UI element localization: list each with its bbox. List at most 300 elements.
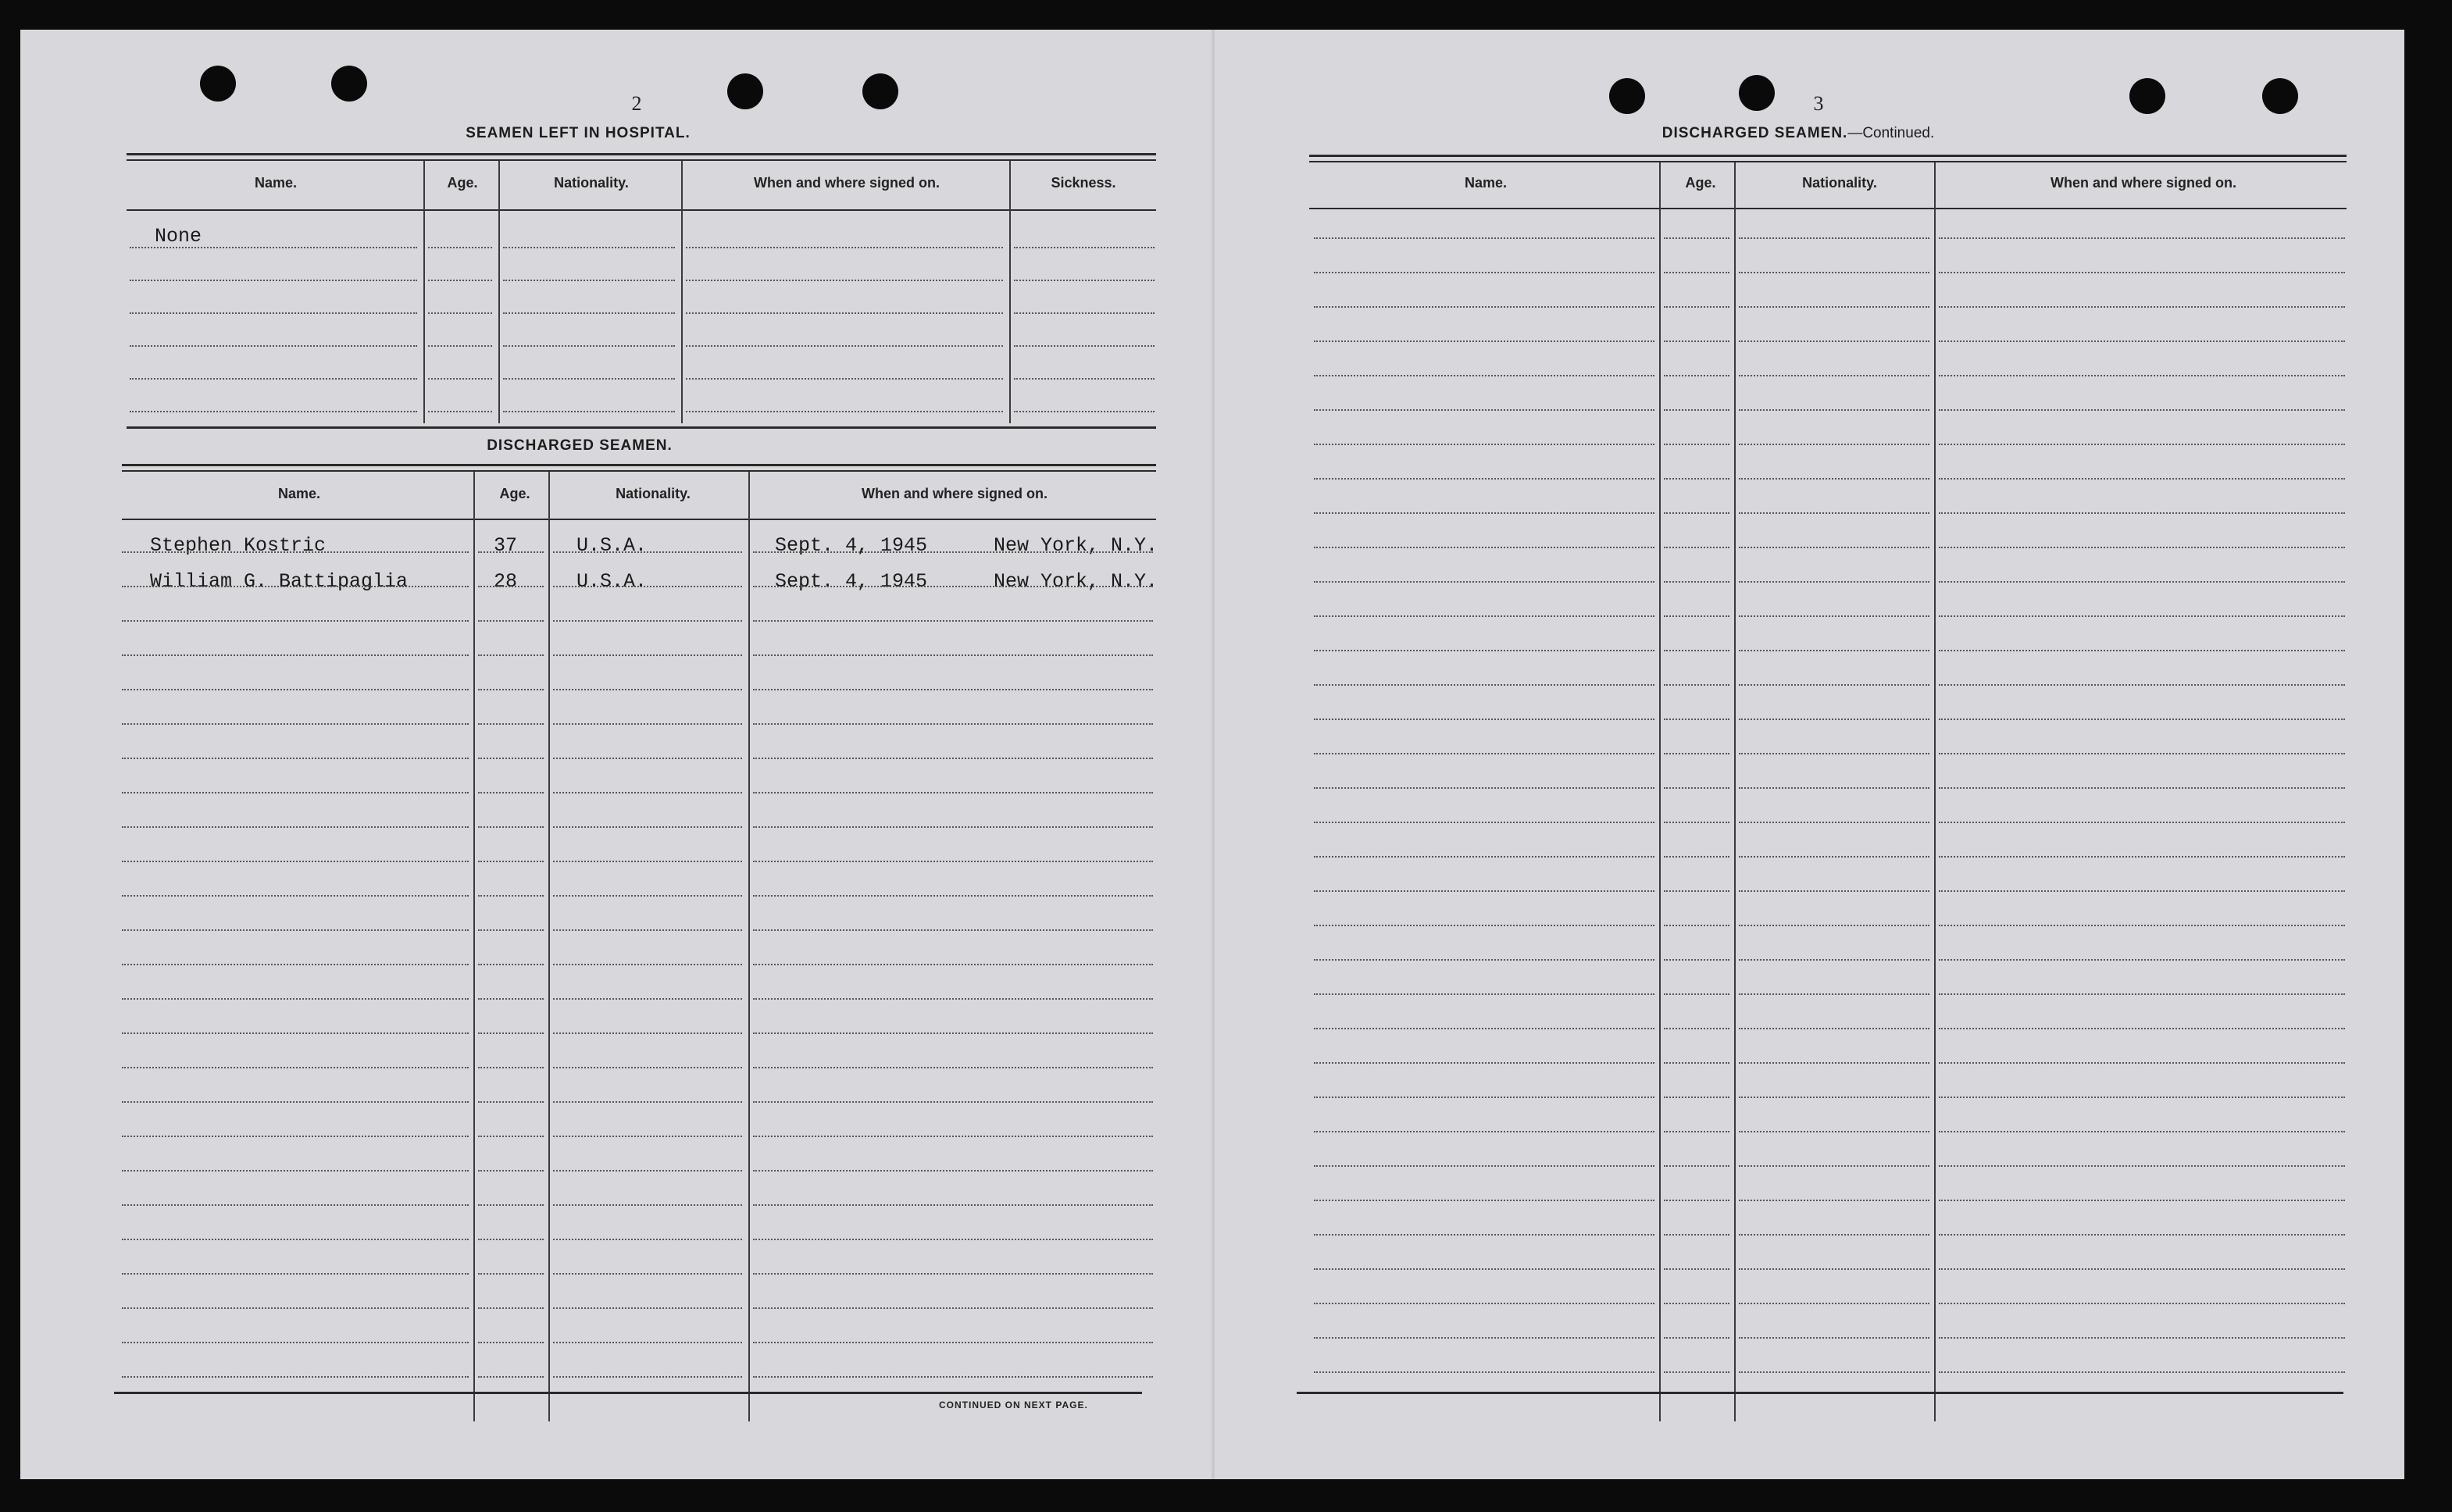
hospital-ruled-line [503, 345, 675, 347]
continued-ruled-line [1739, 1062, 1929, 1064]
discharged-ruled-line [122, 1239, 469, 1240]
discharged-ruled-line [478, 654, 544, 656]
discharged-col-divider [748, 472, 750, 1421]
continued-ruled-line [1664, 822, 1729, 823]
continued-ruled-line [1739, 547, 1929, 548]
continued-ruled-line [1664, 650, 1729, 651]
hospital-ruled-line [1014, 280, 1155, 281]
punch-hole [331, 66, 367, 102]
discharged-ruled-line [553, 1376, 742, 1378]
continued-ruled-line [1314, 409, 1654, 411]
continued-ruled-line [1939, 444, 2345, 445]
discharged-ruled-line [122, 1376, 469, 1378]
continued-ruled-line [1739, 1028, 1929, 1029]
continued-ruled-line [1939, 684, 2345, 686]
discharged-ruled-line [478, 1342, 544, 1343]
page-number-right: 3 [1813, 92, 1824, 115]
discharged-ruled-line [553, 1032, 742, 1034]
discharged-ruled-line [753, 792, 1153, 793]
hospital-ruled-line [130, 280, 417, 281]
continued-ruled-line [1939, 787, 2345, 789]
continued-ruled-line [1314, 1234, 1654, 1236]
hospital-ruled-line [428, 378, 492, 380]
hospital-top-rule [127, 153, 1156, 155]
discharged-ruled-line [478, 826, 544, 828]
discharged-section-title: DISCHARGED SEAMEN. [487, 437, 673, 454]
discharged-ruled-line [553, 1204, 742, 1206]
continued-col-nationality: Nationality. [1802, 175, 1877, 191]
continued-col-name: Name. [1464, 175, 1508, 191]
discharged-ruled-line [478, 586, 544, 587]
continued-ruled-line [1739, 375, 1929, 376]
discharged-ruled-line [478, 1376, 544, 1378]
continued-ruled-line [1939, 925, 2345, 926]
discharged-ruled-line [553, 1170, 742, 1171]
continued-footnote: CONTINUED ON NEXT PAGE. [939, 1400, 1088, 1410]
discharged-ruled-line [478, 1239, 544, 1240]
discharged-ruled-line [478, 792, 544, 793]
continued-ruled-line [1939, 1234, 2345, 1236]
continued-ruled-line [1314, 1028, 1654, 1029]
hospital-col-age: Age. [447, 175, 478, 191]
hospital-col-name: Name. [254, 175, 298, 191]
continued-ruled-line [1664, 684, 1729, 686]
continued-ruled-line [1314, 719, 1654, 720]
continued-ruled-line [1314, 1200, 1654, 1201]
discharged-ruled-line [553, 758, 742, 759]
discharged-ruled-line [753, 895, 1153, 897]
continued-ruled-line [1939, 1028, 2345, 1029]
continued-ruled-line [1314, 1303, 1654, 1304]
continued-ruled-line [1664, 890, 1729, 892]
discharged-ruled-line [478, 758, 544, 759]
hospital-ruled-line [503, 280, 675, 281]
hospital-ruled-line [503, 247, 675, 248]
hospital-ruled-line [130, 312, 417, 314]
discharged-col-nationality: Nationality. [616, 486, 691, 501]
continued-ruled-line [1939, 993, 2345, 995]
discharged-ruled-line [478, 620, 544, 622]
continued-ruled-line [1739, 959, 1929, 961]
hospital-ruled-line [130, 345, 417, 347]
discharged-ruled-line [553, 826, 742, 828]
continued-ruled-line [1314, 1337, 1654, 1339]
continued-ruled-line [1664, 478, 1729, 480]
continued-ruled-line [1739, 1165, 1929, 1167]
continued-col-divider [1734, 162, 1736, 1421]
continued-ruled-line [1664, 1200, 1729, 1201]
discharged-ruled-line [122, 964, 469, 965]
continued-ruled-line [1664, 306, 1729, 308]
punch-hole [727, 73, 763, 109]
continued-ruled-line [1314, 581, 1654, 583]
discharged-row-2-date: Sept. 4, 1945 [775, 570, 928, 593]
continued-ruled-line [1939, 1337, 2345, 1339]
discharged-ruled-line [478, 723, 544, 725]
continued-ruled-line [1664, 1303, 1729, 1304]
continued-ruled-line [1314, 512, 1654, 514]
discharged-ruled-line [753, 654, 1153, 656]
discharged-ruled-line [553, 964, 742, 965]
document-sheet [20, 30, 2404, 1479]
continued-col-divider [1934, 162, 1936, 1421]
continued-ruled-line [1739, 650, 1929, 651]
discharged-ruled-line [553, 1101, 742, 1103]
discharged-ruled-line [553, 551, 742, 553]
continued-ruled-line [1739, 409, 1929, 411]
discharged-row-1-date: Sept. 4, 1945 [775, 534, 928, 557]
discharged-ruled-line [122, 620, 469, 622]
continued-ruled-line [1939, 822, 2345, 823]
continued-ruled-line [1939, 650, 2345, 651]
continued-ruled-line [1314, 272, 1654, 273]
discharged-ruled-line [122, 654, 469, 656]
discharged-ruled-line [753, 551, 1153, 553]
continued-ruled-line [1664, 993, 1729, 995]
continued-ruled-line [1939, 1303, 2345, 1304]
continued-header-rule [1309, 208, 2347, 209]
continued-ruled-line [1939, 1131, 2345, 1132]
continued-ruled-line [1939, 375, 2345, 376]
discharged-ruled-line [122, 792, 469, 793]
discharged-ruled-line [753, 689, 1153, 690]
punch-hole [200, 66, 236, 102]
discharged-ruled-line [753, 929, 1153, 931]
continued-ruled-line [1939, 1200, 2345, 1201]
hospital-header-rule [127, 209, 1156, 211]
discharged-ruled-line [122, 998, 469, 1000]
discharged-ruled-line [553, 1273, 742, 1275]
discharged-ruled-line [553, 1239, 742, 1240]
continued-ruled-line [1314, 306, 1654, 308]
discharged-ruled-line [553, 1342, 742, 1343]
hospital-ruled-line [130, 411, 417, 412]
continued-ruled-line [1664, 547, 1729, 548]
continued-ruled-line [1664, 1028, 1729, 1029]
continued-top-rule [1309, 155, 2347, 157]
discharged-ruled-line [478, 689, 544, 690]
continued-ruled-line [1939, 306, 2345, 308]
discharged-row-1-nationality: U.S.A. [576, 534, 648, 557]
discharged-col-divider [548, 472, 550, 1421]
continued-ruled-line [1664, 581, 1729, 583]
hospital-ruled-line [1014, 411, 1155, 412]
continued-ruled-line [1314, 1165, 1654, 1167]
continued-ruled-line [1739, 993, 1929, 995]
hospital-col-signed-on: When and where signed on. [753, 175, 940, 191]
discharged-ruled-line [122, 826, 469, 828]
continued-ruled-line [1314, 787, 1654, 789]
discharged-ruled-line [753, 1342, 1153, 1343]
continued-ruled-line [1664, 787, 1729, 789]
hospital-ruled-line [686, 247, 1003, 248]
continued-ruled-line [1664, 444, 1729, 445]
hospital-ruled-line [1014, 247, 1155, 248]
discharged-ruled-line [753, 1307, 1153, 1309]
continued-ruled-line [1664, 1268, 1729, 1270]
continued-title-main: DISCHARGED SEAMEN. [1661, 125, 1848, 141]
hospital-ruled-line [503, 411, 675, 412]
discharged-ruled-line [478, 1032, 544, 1034]
continued-ruled-line [1664, 959, 1729, 961]
continued-ruled-line [1664, 925, 1729, 926]
discharged-ruled-line [478, 1204, 544, 1206]
discharged-ruled-line [753, 1273, 1153, 1275]
discharged-ruled-line [478, 1170, 544, 1171]
hospital-ruled-line [686, 280, 1003, 281]
discharged-ruled-line [122, 1101, 469, 1103]
discharged-ruled-line [753, 1204, 1153, 1206]
continued-ruled-line [1314, 993, 1654, 995]
continued-ruled-line [1664, 1234, 1729, 1236]
continued-ruled-line [1739, 478, 1929, 480]
continued-ruled-line [1739, 1303, 1929, 1304]
discharged-ruled-line [122, 758, 469, 759]
discharged-ruled-line [753, 620, 1153, 622]
punch-hole [1739, 75, 1775, 111]
continued-ruled-line [1939, 341, 2345, 342]
discharged-row-1-age: 37 [494, 534, 518, 557]
discharged-ruled-line [478, 998, 544, 1000]
continued-ruled-line [1664, 409, 1729, 411]
continued-ruled-line [1939, 1097, 2345, 1098]
continued-ruled-line [1664, 1131, 1729, 1132]
continued-ruled-line [1314, 478, 1654, 480]
hospital-ruled-line [1014, 378, 1155, 380]
continued-ruled-line [1939, 478, 2345, 480]
discharged-ruled-line [122, 1032, 469, 1034]
discharged-ruled-line [553, 586, 742, 587]
hospital-ruled-line [686, 411, 1003, 412]
discharged-ruled-line [553, 1067, 742, 1068]
continued-ruled-line [1739, 272, 1929, 273]
continued-ruled-line [1739, 890, 1929, 892]
continued-ruled-line [1939, 890, 2345, 892]
discharged-ruled-line [553, 929, 742, 931]
continued-col-signed-on: When and where signed on. [2050, 175, 2237, 191]
discharged-ruled-line [553, 689, 742, 690]
continued-ruled-line [1739, 1234, 1929, 1236]
discharged-ruled-line [553, 998, 742, 1000]
continued-top-rule-2 [1309, 161, 2347, 162]
discharged-header-rule [122, 519, 1156, 520]
hospital-col-divider [681, 161, 683, 423]
discharged-top-rule-2 [122, 470, 1156, 472]
continued-ruled-line [1314, 615, 1654, 617]
discharged-ruled-line [553, 620, 742, 622]
punch-hole [2129, 78, 2165, 114]
discharged-ruled-line [478, 861, 544, 862]
hospital-col-divider [498, 161, 500, 423]
continued-ruled-line [1664, 375, 1729, 376]
continued-ruled-line [1314, 341, 1654, 342]
continued-ruled-line [1314, 959, 1654, 961]
continued-ruled-line [1939, 1165, 2345, 1167]
hospital-col-divider [423, 161, 425, 423]
discharged-ruled-line [122, 929, 469, 931]
hospital-top-rule-2 [127, 159, 1156, 161]
discharged-ruled-line [122, 1273, 469, 1275]
discharged-ruled-line [753, 1067, 1153, 1068]
continued-ruled-line [1939, 512, 2345, 514]
discharged-ruled-line [753, 861, 1153, 862]
continued-ruled-line [1664, 753, 1729, 754]
continued-ruled-line [1664, 341, 1729, 342]
continued-ruled-line [1664, 1097, 1729, 1098]
hospital-col-sickness: Sickness. [1051, 175, 1116, 191]
continued-ruled-line [1939, 615, 2345, 617]
discharged-ruled-line [478, 551, 544, 553]
discharged-top-rule [122, 464, 1156, 466]
continued-ruled-line [1664, 719, 1729, 720]
continued-ruled-line [1739, 237, 1929, 239]
continued-ruled-line [1314, 1131, 1654, 1132]
continued-ruled-line [1314, 375, 1654, 376]
continued-ruled-line [1314, 753, 1654, 754]
discharged-ruled-line [478, 895, 544, 897]
discharged-ruled-line [122, 723, 469, 725]
continued-ruled-line [1739, 753, 1929, 754]
discharged-ruled-line [753, 826, 1153, 828]
continued-ruled-line [1314, 650, 1654, 651]
discharged-ruled-line [753, 1032, 1153, 1034]
discharged-ruled-line [122, 689, 469, 690]
hospital-col-nationality: Nationality. [554, 175, 629, 191]
discharged-row-1-name: Stephen Kostric [150, 534, 327, 557]
discharged-ruled-line [122, 1204, 469, 1206]
hospital-ruled-line [1014, 312, 1155, 314]
discharged-row-2-nationality: U.S.A. [576, 570, 648, 593]
discharged-ruled-line [753, 758, 1153, 759]
discharged-ruled-line [553, 1136, 742, 1137]
discharged-ruled-line [478, 929, 544, 931]
discharged-row-2-age: 28 [494, 570, 518, 593]
discharged-ruled-line [478, 1101, 544, 1103]
continued-ruled-line [1939, 1062, 2345, 1064]
discharged-ruled-line [478, 1136, 544, 1137]
continued-col-age: Age. [1685, 175, 1716, 191]
hospital-ruled-line [428, 312, 492, 314]
continued-ruled-line [1739, 1097, 1929, 1098]
continued-ruled-line [1739, 684, 1929, 686]
continued-ruled-line [1664, 1062, 1729, 1064]
continued-ruled-line [1314, 822, 1654, 823]
discharged-ruled-line [753, 998, 1153, 1000]
discharged-ruled-line [553, 654, 742, 656]
discharged-ruled-line [753, 1376, 1153, 1378]
discharged-ruled-line [753, 964, 1153, 965]
continued-ruled-line [1739, 1337, 1929, 1339]
continued-ruled-line [1739, 856, 1929, 858]
continued-ruled-line [1939, 547, 2345, 548]
discharged-ruled-line [753, 1239, 1153, 1240]
discharged-ruled-line [122, 861, 469, 862]
discharged-ruled-line [553, 861, 742, 862]
hospital-entry-name: None [155, 225, 202, 248]
discharged-row-2-place: New York, N.Y. [994, 570, 1158, 593]
punch-hole [1609, 78, 1645, 114]
continued-ruled-line [1739, 341, 1929, 342]
discharged-row-1-place: New York, N.Y. [994, 534, 1158, 557]
continued-ruled-line [1314, 1371, 1654, 1373]
continued-ruled-line [1314, 890, 1654, 892]
continued-ruled-line [1314, 237, 1654, 239]
continued-ruled-line [1664, 615, 1729, 617]
continued-ruled-line [1314, 1062, 1654, 1064]
continued-ruled-line [1664, 272, 1729, 273]
discharged-ruled-line [122, 1170, 469, 1171]
hospital-ruled-line [428, 411, 492, 412]
hospital-section-title: SEAMEN LEFT IN HOSPITAL. [466, 125, 691, 141]
hospital-ruled-line [428, 280, 492, 281]
continued-ruled-line [1739, 822, 1929, 823]
hospital-bottom-rule [127, 426, 1156, 429]
discharged-ruled-line [553, 895, 742, 897]
page-number-left: 2 [631, 92, 642, 115]
discharged-ruled-line [122, 1067, 469, 1068]
discharged-ruled-line [553, 723, 742, 725]
hospital-col-divider [1009, 161, 1011, 423]
discharged-ruled-line [753, 1136, 1153, 1137]
discharged-col-age: Age. [499, 486, 530, 501]
continued-ruled-line [1664, 856, 1729, 858]
continued-ruled-line [1939, 719, 2345, 720]
punch-hole [862, 73, 898, 109]
hospital-ruled-line [686, 345, 1003, 347]
discharged-bottom-rule [114, 1392, 1142, 1394]
discharged-ruled-line [753, 1101, 1153, 1103]
discharged-ruled-line [122, 1342, 469, 1343]
discharged-ruled-line [553, 1307, 742, 1309]
discharged-ruled-line [478, 1067, 544, 1068]
continued-ruled-line [1664, 237, 1729, 239]
continued-ruled-line [1664, 1371, 1729, 1373]
discharged-col-signed-on: When and where signed on. [861, 486, 1048, 501]
punch-hole [2262, 78, 2298, 114]
hospital-ruled-line [428, 345, 492, 347]
discharged-col-divider [473, 472, 475, 1421]
hospital-ruled-line [1014, 345, 1155, 347]
continued-ruled-line [1739, 581, 1929, 583]
continued-ruled-line [1939, 753, 2345, 754]
continued-col-divider [1659, 162, 1661, 1421]
discharged-ruled-line [753, 723, 1153, 725]
continued-ruled-line [1739, 787, 1929, 789]
hospital-ruled-line [686, 312, 1003, 314]
continued-ruled-line [1739, 925, 1929, 926]
discharged-ruled-line [122, 1136, 469, 1137]
hospital-ruled-line [503, 378, 675, 380]
continued-ruled-line [1664, 1165, 1729, 1167]
continued-ruled-line [1314, 444, 1654, 445]
discharged-ruled-line [478, 964, 544, 965]
continued-bottom-rule [1297, 1392, 2343, 1394]
continued-ruled-line [1739, 1371, 1929, 1373]
discharged-col-name: Name. [277, 486, 321, 501]
hospital-ruled-line [130, 247, 417, 248]
continued-ruled-line [1739, 1200, 1929, 1201]
continued-ruled-line [1939, 581, 2345, 583]
continued-ruled-line [1314, 925, 1654, 926]
hospital-ruled-line [428, 247, 492, 248]
continued-ruled-line [1664, 512, 1729, 514]
continued-title-suffix: —Continued. [1847, 125, 1935, 141]
discharged-row-2-name: William G. Battipaglia [150, 570, 409, 593]
continued-ruled-line [1314, 547, 1654, 548]
continued-ruled-line [1939, 856, 2345, 858]
continued-ruled-line [1739, 512, 1929, 514]
continued-ruled-line [1739, 615, 1929, 617]
